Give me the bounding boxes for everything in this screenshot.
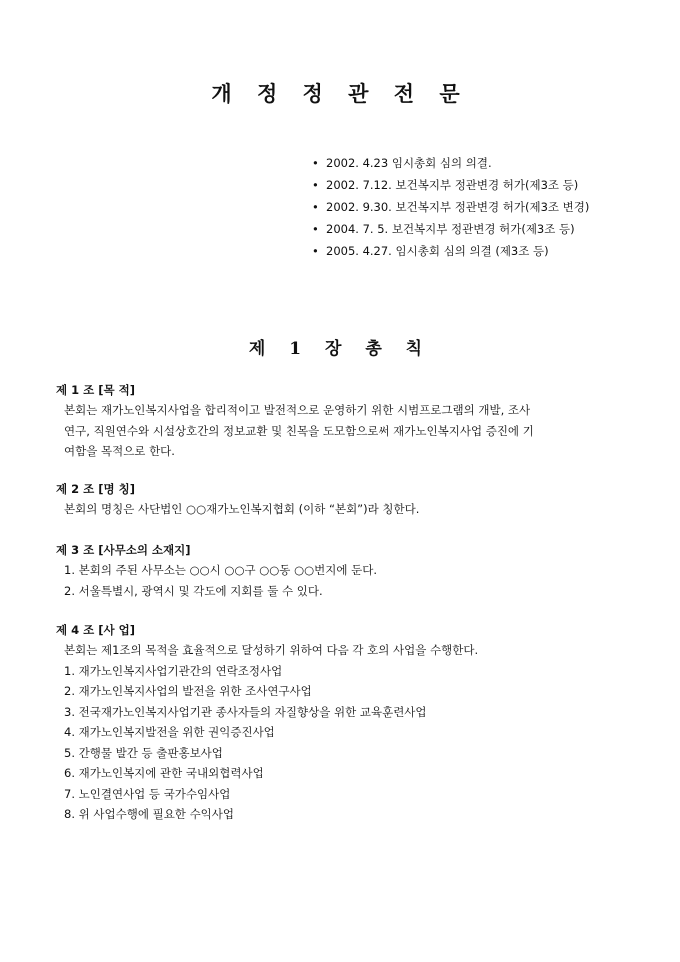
revision-history-item: • 2005. 4.27. 임시총회 심의 의결 (제3조 등) <box>312 240 589 262</box>
revision-history-list <box>312 152 589 262</box>
revision-history-item: • 2002. 7.12. 보건복지부 정관변경 허가(제3조 등) <box>312 174 589 196</box>
article-list-item: 8. 위 사업수행에 필요한 수익사업 <box>64 807 235 821</box>
revision-history-item: • 2002. 9.30. 보건복지부 정관변경 허가(제3조 변경) <box>312 196 589 218</box>
article-line: 본회의 명칭은 사단법인 ○○재가노인복지협회 (이하 “본회”)라 칭한다. <box>64 502 420 516</box>
article-line: 1. 본회의 주된 사무소는 ○○시 ○○구 ○○동 ○○번지에 둔다. <box>64 563 377 577</box>
article-heading: 제 2 조 [명 칭] <box>56 482 135 496</box>
article-list-item: 6. 재가노인복지에 관한 국내외협력사업 <box>64 766 264 780</box>
article-list-item: 1. 재가노인복지사업기관간의 연락조정사업 <box>64 663 283 678</box>
article-2 <box>56 479 636 520</box>
article-body <box>56 640 636 825</box>
chapter-heading: 제 1 장 총 칙 <box>248 339 432 359</box>
article-list-item: 7. 노인결연사업 등 국가수임사업 <box>64 786 231 801</box>
article-list-item: 3. 전국재가노인복지사업기관 종사자들의 자질향상을 위한 교육훈련사업 <box>64 704 427 719</box>
article-body <box>56 400 636 462</box>
article-4 <box>56 620 636 825</box>
article-3 <box>56 540 636 601</box>
article-heading: 제 1 조 [목 적] <box>56 383 135 397</box>
article-heading: 제 3 조 [사무소의 소재지] <box>56 543 191 557</box>
article-list-item: 4. 재가노인복지발전을 위한 권익증진사업 <box>64 725 275 739</box>
article-line: 본회는 제1조의 목적을 효율적으로 달성하기 위하여 다음 각 호의 사업을 수행한다. <box>64 643 479 657</box>
article-line: 여함을 목적으로 한다. <box>64 444 175 458</box>
article-heading: 제 4 조 [사 업] <box>56 623 135 637</box>
revision-history-item: • 2002. 4.23 임시총회 심의 의결. <box>312 152 589 174</box>
document-title: 개 정 정 관 전 문 <box>211 81 469 106</box>
article-line: 본회는 재가노인복지사업을 합리적이고 발전적으로 운영하기 위한 시범프로그램의 개발, 조사 <box>64 403 531 417</box>
article-list-item: 5. 간행물 발간 등 출판홍보사업 <box>64 745 223 760</box>
revision-history-item: • 2004. 7. 5. 보건복지부 정관변경 허가(제3조 등) <box>312 218 589 240</box>
article-list-item: 2. 재가노인복지사업의 발전을 위한 조사연구사업 <box>64 684 312 698</box>
article-body <box>56 560 636 601</box>
article-line: 2. 서울특별시, 광역시 및 각도에 지회를 둘 수 있다. <box>64 583 323 598</box>
article-body <box>56 499 636 520</box>
article-line: 연구, 직원연수와 시설상호간의 정보교환 및 친목을 도모함으로써 재가노인복지사업 증진에 기 <box>64 423 534 438</box>
article-1 <box>56 380 636 462</box>
